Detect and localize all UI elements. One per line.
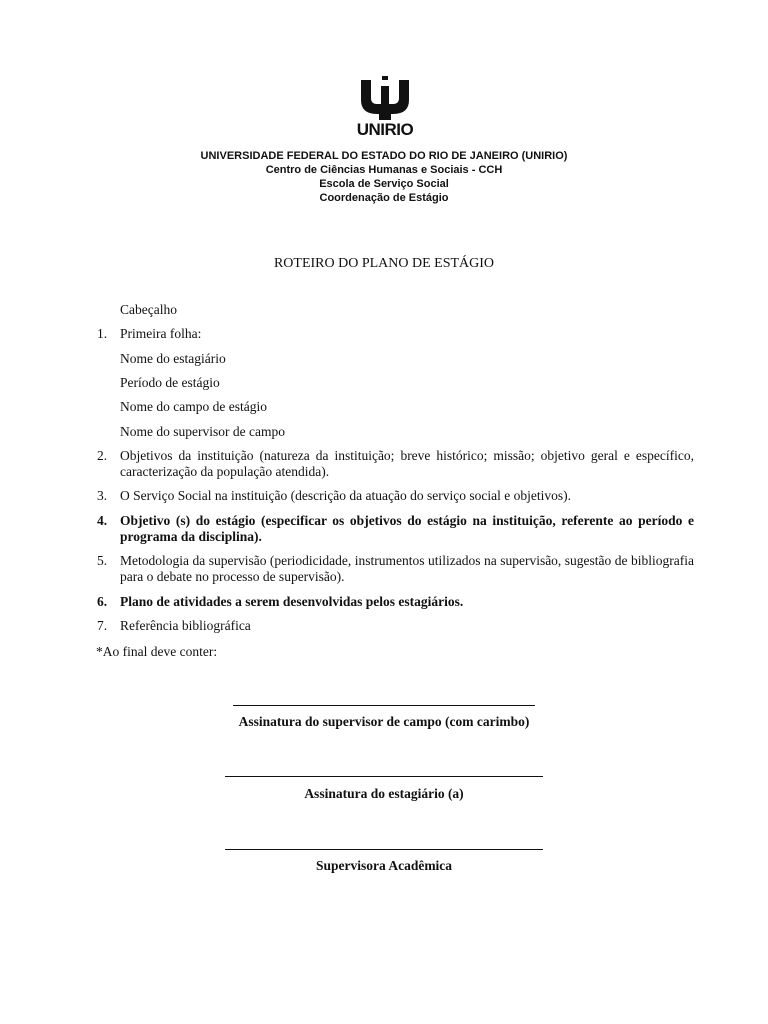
signature-line xyxy=(225,776,543,777)
school-name: Escola de Serviço Social xyxy=(319,178,449,190)
list-item xyxy=(97,351,694,367)
institution-header xyxy=(0,149,768,205)
document-title: ROTEIRO DO PLANO DE ESTÁGIO xyxy=(273,256,495,271)
item-text: Referência bibliográfica xyxy=(120,618,251,633)
signature-label: Supervisora Acadêmica xyxy=(315,858,453,873)
logo-wordmark: UNIRIO xyxy=(356,120,414,139)
list-item xyxy=(97,399,694,415)
item-text: Cabeçalho xyxy=(120,302,177,317)
item-number: 1. xyxy=(97,326,108,341)
signature-line xyxy=(233,705,535,706)
list-item xyxy=(97,375,694,391)
list-item xyxy=(97,326,694,342)
signature-label: Assinatura do estagiário (a) xyxy=(304,786,464,801)
university-name: UNIVERSIDADE FEDERAL DO ESTADO DO RIO DE JANEIRO (UNIRIO) xyxy=(200,150,568,162)
center-name: Centro de Ciências Humanas e Sociais - CCH xyxy=(265,164,503,176)
item-text: O Serviço Social na instituição (descrição da atuação do serviço social e objetivos). xyxy=(120,488,571,503)
item-text: Objetivo (s) do estágio (especificar os objetivos do estágio na instituição, referente ao período e programa da disciplina). xyxy=(120,513,694,544)
coordination-name: Coordenação de Estágio xyxy=(319,192,449,204)
item-number: 2. xyxy=(97,448,108,463)
item-text: Plano de atividades a serem desenvolvidas pelos estagiários. xyxy=(120,594,464,609)
item-number: 7. xyxy=(97,618,108,633)
closing-note: *Ao final deve conter: xyxy=(96,644,218,659)
item-number: 6. xyxy=(97,594,108,609)
list-item xyxy=(97,302,694,318)
item-text: Nome do campo de estágio xyxy=(120,399,267,414)
item-text: Período de estágio xyxy=(120,375,220,390)
list-item xyxy=(97,448,694,480)
unirio-logo xyxy=(343,76,427,142)
item-text: Objetivos da instituição (natureza da instituição; breve histórico; missão; objetivo geral e específico, caracterização da população atendida). xyxy=(120,448,694,479)
signature-label: Assinatura do supervisor de campo (com carimbo) xyxy=(238,714,530,729)
item-text: Nome do supervisor de campo xyxy=(120,424,285,439)
item-text: Metodologia da supervisão (periodicidade, instrumentos utilizados na supervisão, sugestão de bibliografia para o debate no processo de supervisão). xyxy=(120,553,694,584)
list-item xyxy=(97,424,694,440)
item-text: Primeira folha: xyxy=(120,326,202,341)
unirio-emblem-icon xyxy=(343,76,427,120)
item-number: 3. xyxy=(97,488,108,503)
signature-line xyxy=(225,849,543,850)
list-item xyxy=(97,488,694,504)
item-text: Nome do estagiário xyxy=(120,351,226,366)
list-item xyxy=(97,553,694,585)
list-item xyxy=(97,513,694,545)
item-number: 5. xyxy=(97,553,108,568)
list-item xyxy=(97,618,694,634)
item-number: 4. xyxy=(97,513,108,528)
list-item xyxy=(97,594,694,610)
